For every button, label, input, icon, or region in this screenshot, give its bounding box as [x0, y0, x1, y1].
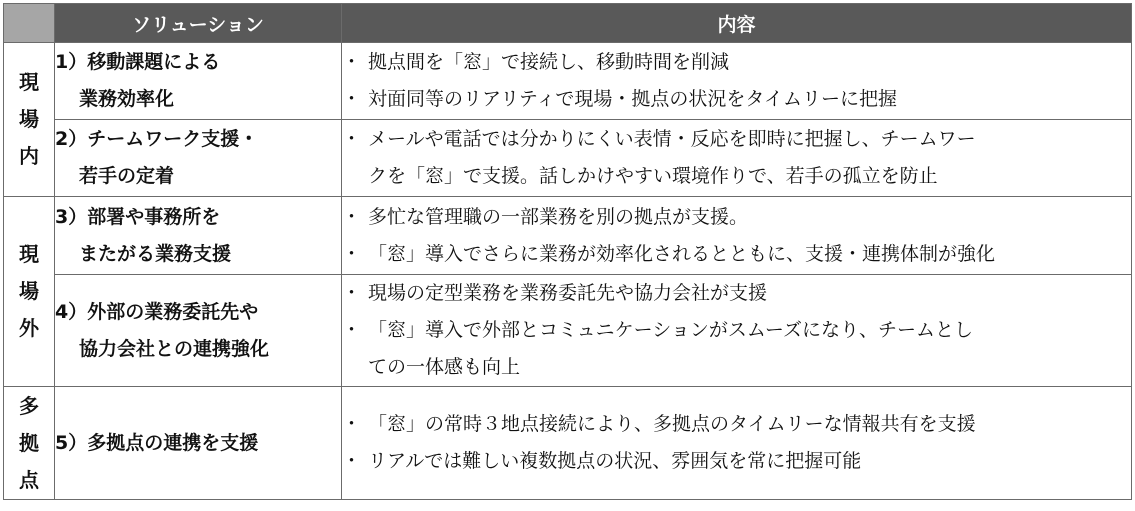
content-cell: [342, 197, 1132, 275]
solution-cell: [55, 43, 342, 120]
group-char: 現: [19, 242, 39, 266]
bullet-continuation: ての一体感も向上: [368, 356, 521, 378]
content-cell: [342, 43, 1132, 120]
group-char: 多: [19, 393, 39, 418]
solution-title: 外部の業務委託先や: [87, 300, 259, 323]
table-row: [4, 120, 1132, 197]
solution-title-line2: またがる業務支援: [79, 242, 232, 265]
header-blank-cell: [4, 4, 55, 43]
group-char: 内: [19, 144, 39, 168]
solution-title-line2: 業務効率化: [79, 88, 175, 110]
solution-cell: [55, 275, 342, 387]
group-char: 現: [19, 70, 39, 94]
bullet-item: ・ 対面同等のリアリティで現場・拠点の状況をタイムリーに把握: [342, 81, 1131, 118]
group-char: 拠: [19, 430, 39, 455]
solution-title-line2: 若手の定着: [79, 165, 175, 187]
table-row: [4, 275, 1132, 387]
solution-number: 3）: [55, 205, 88, 228]
solution-number: 2）: [55, 128, 88, 150]
solution-number: 5）: [55, 431, 88, 454]
header-solution: ソリューション: [55, 4, 342, 43]
bullet-continuation: クを「窓」で支援。話しかけやすい環境作りで、若手の孤立を防止: [368, 165, 938, 187]
group-offsite: [4, 197, 55, 387]
table-row: [4, 197, 1132, 275]
bullet-item: ・ 多忙な管理職の一部業務を別の拠点が支援。: [342, 199, 1131, 236]
content-cell: [342, 387, 1132, 500]
solution-title: 部署や事務所を: [87, 205, 221, 228]
group-char: 点: [19, 467, 39, 492]
solution-number: 1）: [55, 51, 88, 73]
bullet-item: ・ メールや電話では分かりにくい表情・反応を即時に把握し、チームワー: [342, 121, 1131, 158]
solution-number: 4）: [55, 300, 88, 323]
solution-title-line2: 協力会社との連携強化: [79, 337, 270, 360]
bullet-item: ・ リアルでは難しい複数拠点の状況、雰囲気を常に把握可能: [342, 443, 1131, 480]
content-cell: [342, 275, 1132, 387]
group-char: 外: [19, 316, 39, 340]
header-content: 内容: [342, 4, 1132, 43]
bullet-item: ・ 拠点間を「窓」で接続し、移動時間を削減: [342, 44, 1131, 81]
header-row: [4, 4, 1132, 43]
bullet-item: ・ 「窓」導入で外部とコミュニケーションがスムーズになり、チームとし: [342, 312, 1131, 349]
group-char: 場: [19, 279, 39, 303]
solution-cell: [55, 197, 342, 275]
solution-title: 移動課題による: [87, 51, 221, 73]
solution-cell: [55, 120, 342, 197]
table-row: [4, 387, 1132, 500]
bullet-item: ・ 「窓」導入でさらに業務が効率化されるとともに、支援・連携体制が強化: [342, 236, 1131, 273]
bullet-item: ・ 現場の定型業務を業務委託先や協力会社が支援: [342, 275, 1131, 312]
solution-title: 多拠点の連携を支援: [87, 431, 259, 454]
group-char: 場: [19, 107, 39, 131]
solution-title: チームワーク支援・: [87, 128, 259, 150]
content-cell: [342, 120, 1132, 197]
group-onsite: [4, 43, 55, 197]
solution-cell: [55, 387, 342, 500]
group-multisite: [4, 387, 55, 500]
table-row: [4, 43, 1132, 120]
bullet-item: ・ 「窓」の常時３地点接続により、多拠点のタイムリーな情報共有を支援: [342, 406, 1131, 443]
solutions-table: [3, 3, 1132, 500]
